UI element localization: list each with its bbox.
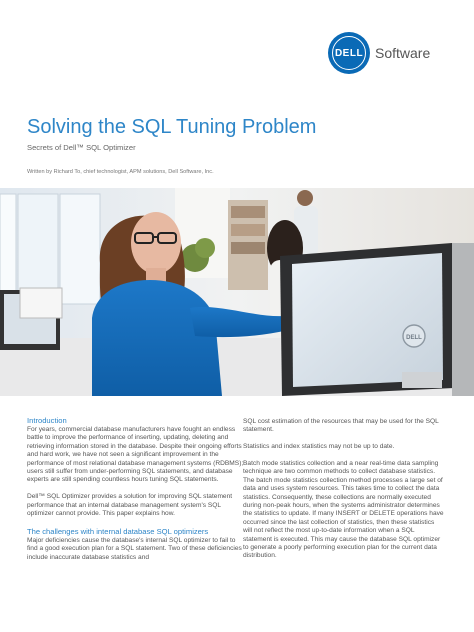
- challenges-paragraph-1: Major deficiencies cause the database's internal SQL optimizer to fail to find a good execution plan for a SQL statement. Two of these deficiencies include inaccurate database statistics and: [27, 536, 242, 561]
- intro-paragraph-1: For years, commercial database manufacturers have fought an endless battle to improve the performance of inserting, updating, deleting and retrieving information stored in the database. Despite their ongoing efforts and hard work, we have not seen a significant improvement in the performance of most relational database management systems (RDBMS); users still suffer from under-performing SQL statements, and database experts are still spending countless hours tuning SQL statements.: [27, 426, 244, 484]
- software-label: Software: [375, 45, 431, 61]
- page-title: Solving the SQL Tuning Problem: [27, 116, 317, 138]
- dell-logo-icon: [328, 32, 370, 74]
- right-paragraph-2: Statistics and index statistics may not be up to date.: [243, 443, 395, 451]
- body-left-column: [27, 416, 245, 570]
- dell-logo-text: DELL: [334, 47, 364, 59]
- office-scene-illustration: [0, 188, 474, 396]
- page-subtitle: Secrets of Dell™ SQL Optimizer: [27, 143, 136, 152]
- challenges-heading: The challenges with internal database SQL optimizers: [27, 526, 209, 536]
- body-right-column: [243, 418, 445, 569]
- brand-header: [328, 32, 430, 74]
- intro-paragraph-2: Dell™ SQL Optimizer provides a solution for improving SQL statement performance that an internal database management system's SQL optimizer cannot provide. This paper explains how.: [27, 493, 233, 518]
- right-paragraph-3: Batch mode statistics collection and a near real-time data sampling technique are two common methods to collect database statistics. The batch mode statistics collection method processes a large set of data and uses system resources. This takes time to collect the data statistics. Consequently, these collections are normally executed during non-peak hours, when the systems administrator determines the statistics to update. If many INSERT or DELETE operations have occurred since the last collection of statistics, then these statistics will not reflect the most up-to-date information when a SQL statement is executed. This may cause the database SQL optimizer to generate a poorly performing execution plan for the current data distribution.: [243, 460, 444, 560]
- hero-photo: [0, 188, 474, 396]
- right-paragraph-1: SQL cost estimation of the resources that may be used for the SQL statement.: [243, 418, 439, 434]
- monitor-logo-text: DELL: [406, 335, 422, 341]
- intro-heading: Introduction: [27, 416, 67, 425]
- author-byline: Written by Richard To, chief technologist, APM solutions, Dell Software, Inc.: [27, 169, 214, 175]
